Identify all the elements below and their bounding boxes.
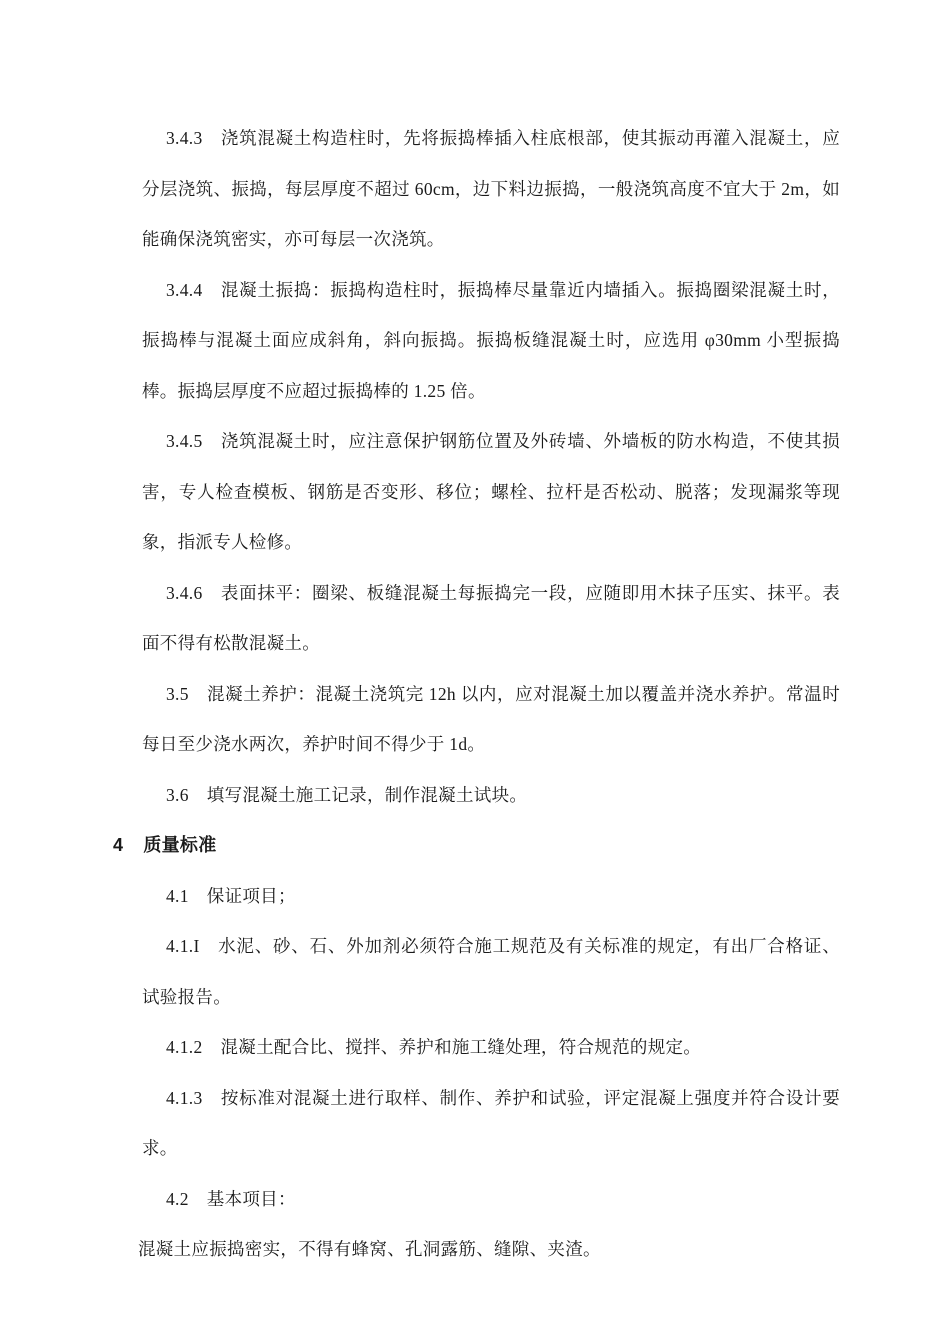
heading-number: 4 — [113, 835, 124, 855]
paragraph-4-2 — [142, 1174, 840, 1225]
paragraph-number: 3.4.3 — [166, 128, 203, 148]
paragraph-4-1-3 — [142, 1073, 840, 1174]
paragraph-number: 3.4.6 — [166, 582, 203, 603]
paragraph-number: 3.4.4 — [166, 279, 203, 300]
heading-text: 质量标准 — [143, 835, 217, 855]
paragraph-number: 3.6 — [166, 784, 189, 805]
paragraph-text: 混凝土振捣：振捣构造柱时，振捣棒尽量靠近内墙插入。振捣圈梁混凝土时，振捣棒与混凝土面应成斜角，斜向振捣。振捣板缝混凝土时，应选用 φ30mm 小型振捣棒。振捣层厚度不应超过振捣棒的 1.25 倍。 — [142, 279, 840, 401]
paragraph-3-6 — [142, 770, 840, 821]
paragraph-3-4-6 — [142, 568, 840, 669]
section-heading-quality-standard — [113, 820, 840, 871]
paragraph-text: 按标准对混凝土进行取样、制作、养护和试验，评定混凝上强度并符合设计要求。 — [142, 1087, 840, 1158]
paragraph-basic-item-body — [138, 1224, 840, 1275]
paragraph-3-5 — [142, 669, 840, 770]
paragraph-text: 表面抹平：圈梁、板缝混凝土每振捣完一段，应随即用木抹子压实、抹平。表面不得有松散混凝土。 — [142, 582, 840, 653]
paragraph-3-4-5 — [142, 416, 840, 568]
paragraph-text: 水泥、砂、石、外加剂必须符合施工规范及有关标准的规定，有出厂合格证、试验报告。 — [142, 936, 840, 1007]
paragraph-number: 4.1.3 — [166, 1087, 203, 1108]
paragraph-4-1 — [142, 871, 840, 922]
paragraph-text: 保证项目； — [206, 885, 296, 906]
paragraph-number: 4.2 — [166, 1188, 189, 1209]
paragraph-text: 混凝土应振捣密实，不得有蜂窝、孔洞露筋、缝隙、夹渣。 — [138, 1239, 601, 1259]
paragraph-4-1-1 — [142, 921, 840, 1022]
paragraph-number: 4.1 — [166, 885, 189, 906]
paragraph-text: 浇筑混凝土时，应注意保护钢筋位置及外砖墙、外墙板的防水构造，不使其损害，专人检查模板、钢筋是否变形、移位；螺栓、拉杆是否松动、脱落；发现漏浆等现象，指派专人检修。 — [142, 431, 840, 552]
paragraph-number: 4.1.I — [166, 936, 200, 956]
paragraph-number: 4.1.2 — [166, 1037, 203, 1057]
paragraph-text: 混凝土配合比、搅拌、养护和施工缝处理，符合规范的规定。 — [220, 1037, 702, 1057]
paragraph-text: 混凝土养护：混凝土浇筑完 12h 以内，应对混凝土加以覆盖并浇水养护。常温时每日至少浇水两次，养护时间不得少于 1d。 — [142, 683, 840, 754]
paragraph-number: 3.4.5 — [166, 431, 203, 451]
paragraph-number: 3.5 — [166, 683, 189, 704]
paragraph-3-4-3 — [142, 113, 840, 265]
paragraph-text: 填写混凝土施工记录，制作混凝土试块。 — [206, 784, 528, 805]
paragraph-3-4-4 — [142, 265, 840, 417]
paragraph-text: 基本项目： — [206, 1188, 296, 1209]
paragraph-text: 浇筑混凝土构造柱时，先将振捣棒插入柱底根部，使其振动再灌入混凝土，应分层浇筑、振捣，每层厚度不超过 60cm，边下料边振捣，一般浇筑高度不宜大于 2m，如能确保浇筑密实，亦可每层一次浇筑。 — [142, 128, 840, 249]
paragraph-4-1-2 — [142, 1022, 840, 1073]
